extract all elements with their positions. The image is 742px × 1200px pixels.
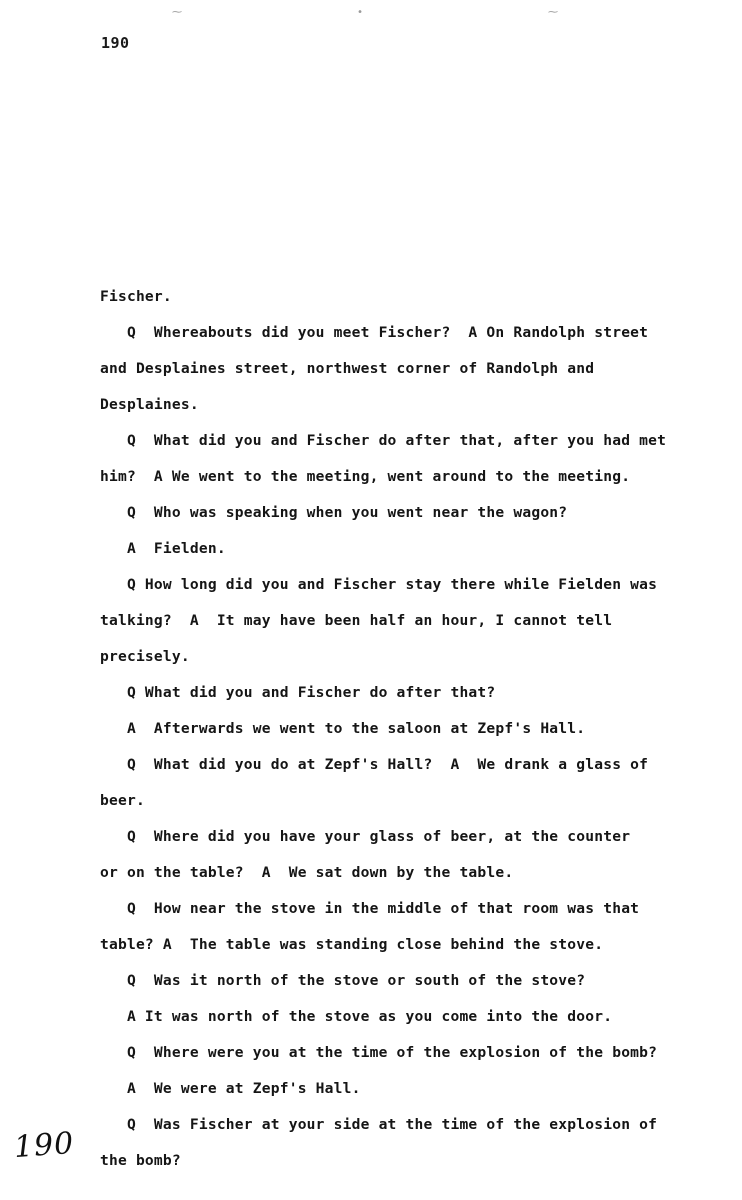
scan-speck: ⁓ xyxy=(172,7,182,18)
transcript-line: Desplaines. xyxy=(100,396,199,413)
page-number: 190 xyxy=(101,34,130,52)
transcript-line: talking? A It may have been half an hour, I cannot tell xyxy=(100,612,613,629)
transcript-line: Q Where were you at the time of the explosion of the bomb? xyxy=(100,1044,658,1061)
transcript-line: precisely. xyxy=(100,648,190,665)
transcript-line: Q What did you do at Zepf's Hall? A We drank a glass of xyxy=(100,756,649,773)
transcript-line: table? A The table was standing close behind the stove. xyxy=(100,936,604,953)
transcript-line: Q Whereabouts did you meet Fischer? A On Randolph street xyxy=(100,324,649,341)
transcript-line: Q Was it north of the stove or south of the stove? xyxy=(100,972,586,989)
scan-speck: • xyxy=(357,7,364,18)
transcript-line: and Desplaines street, northwest corner of Randolph and xyxy=(100,360,595,377)
transcript-line: A We were at Zepf's Hall. xyxy=(100,1080,361,1097)
transcript-line: beer. xyxy=(100,792,145,809)
transcript-line: the bomb? xyxy=(100,1152,181,1169)
scan-speck: ⁓ xyxy=(548,7,558,18)
handwritten-page-number: 190 xyxy=(12,1125,76,1166)
transcript-line: Q What did you and Fischer do after that, after you had met xyxy=(100,432,667,449)
transcript-line: Q What did you and Fischer do after that? xyxy=(100,684,496,701)
transcript-line: Q Was Fischer at your side at the time of the explosion of xyxy=(100,1116,658,1133)
transcript-line: or on the table? A We sat down by the table. xyxy=(100,864,514,881)
transcript-line: Q How long did you and Fischer stay there while Fielden was xyxy=(100,576,658,593)
transcript-line: Q Who was speaking when you went near the wagon? xyxy=(100,504,568,521)
transcript-line: Q How near the stove in the middle of that room was that xyxy=(100,900,640,917)
transcript-line: him? A We went to the meeting, went around to the meeting. xyxy=(100,468,631,485)
transcript-line: Fischer. xyxy=(100,288,172,305)
transcript-line: Q Where did you have your glass of beer, at the counter xyxy=(100,828,631,845)
transcript-line: A Fielden. xyxy=(100,540,226,557)
transcript-line: A Afterwards we went to the saloon at Zepf's Hall. xyxy=(100,720,586,737)
transcript-line: A It was north of the stove as you come into the door. xyxy=(100,1008,613,1025)
